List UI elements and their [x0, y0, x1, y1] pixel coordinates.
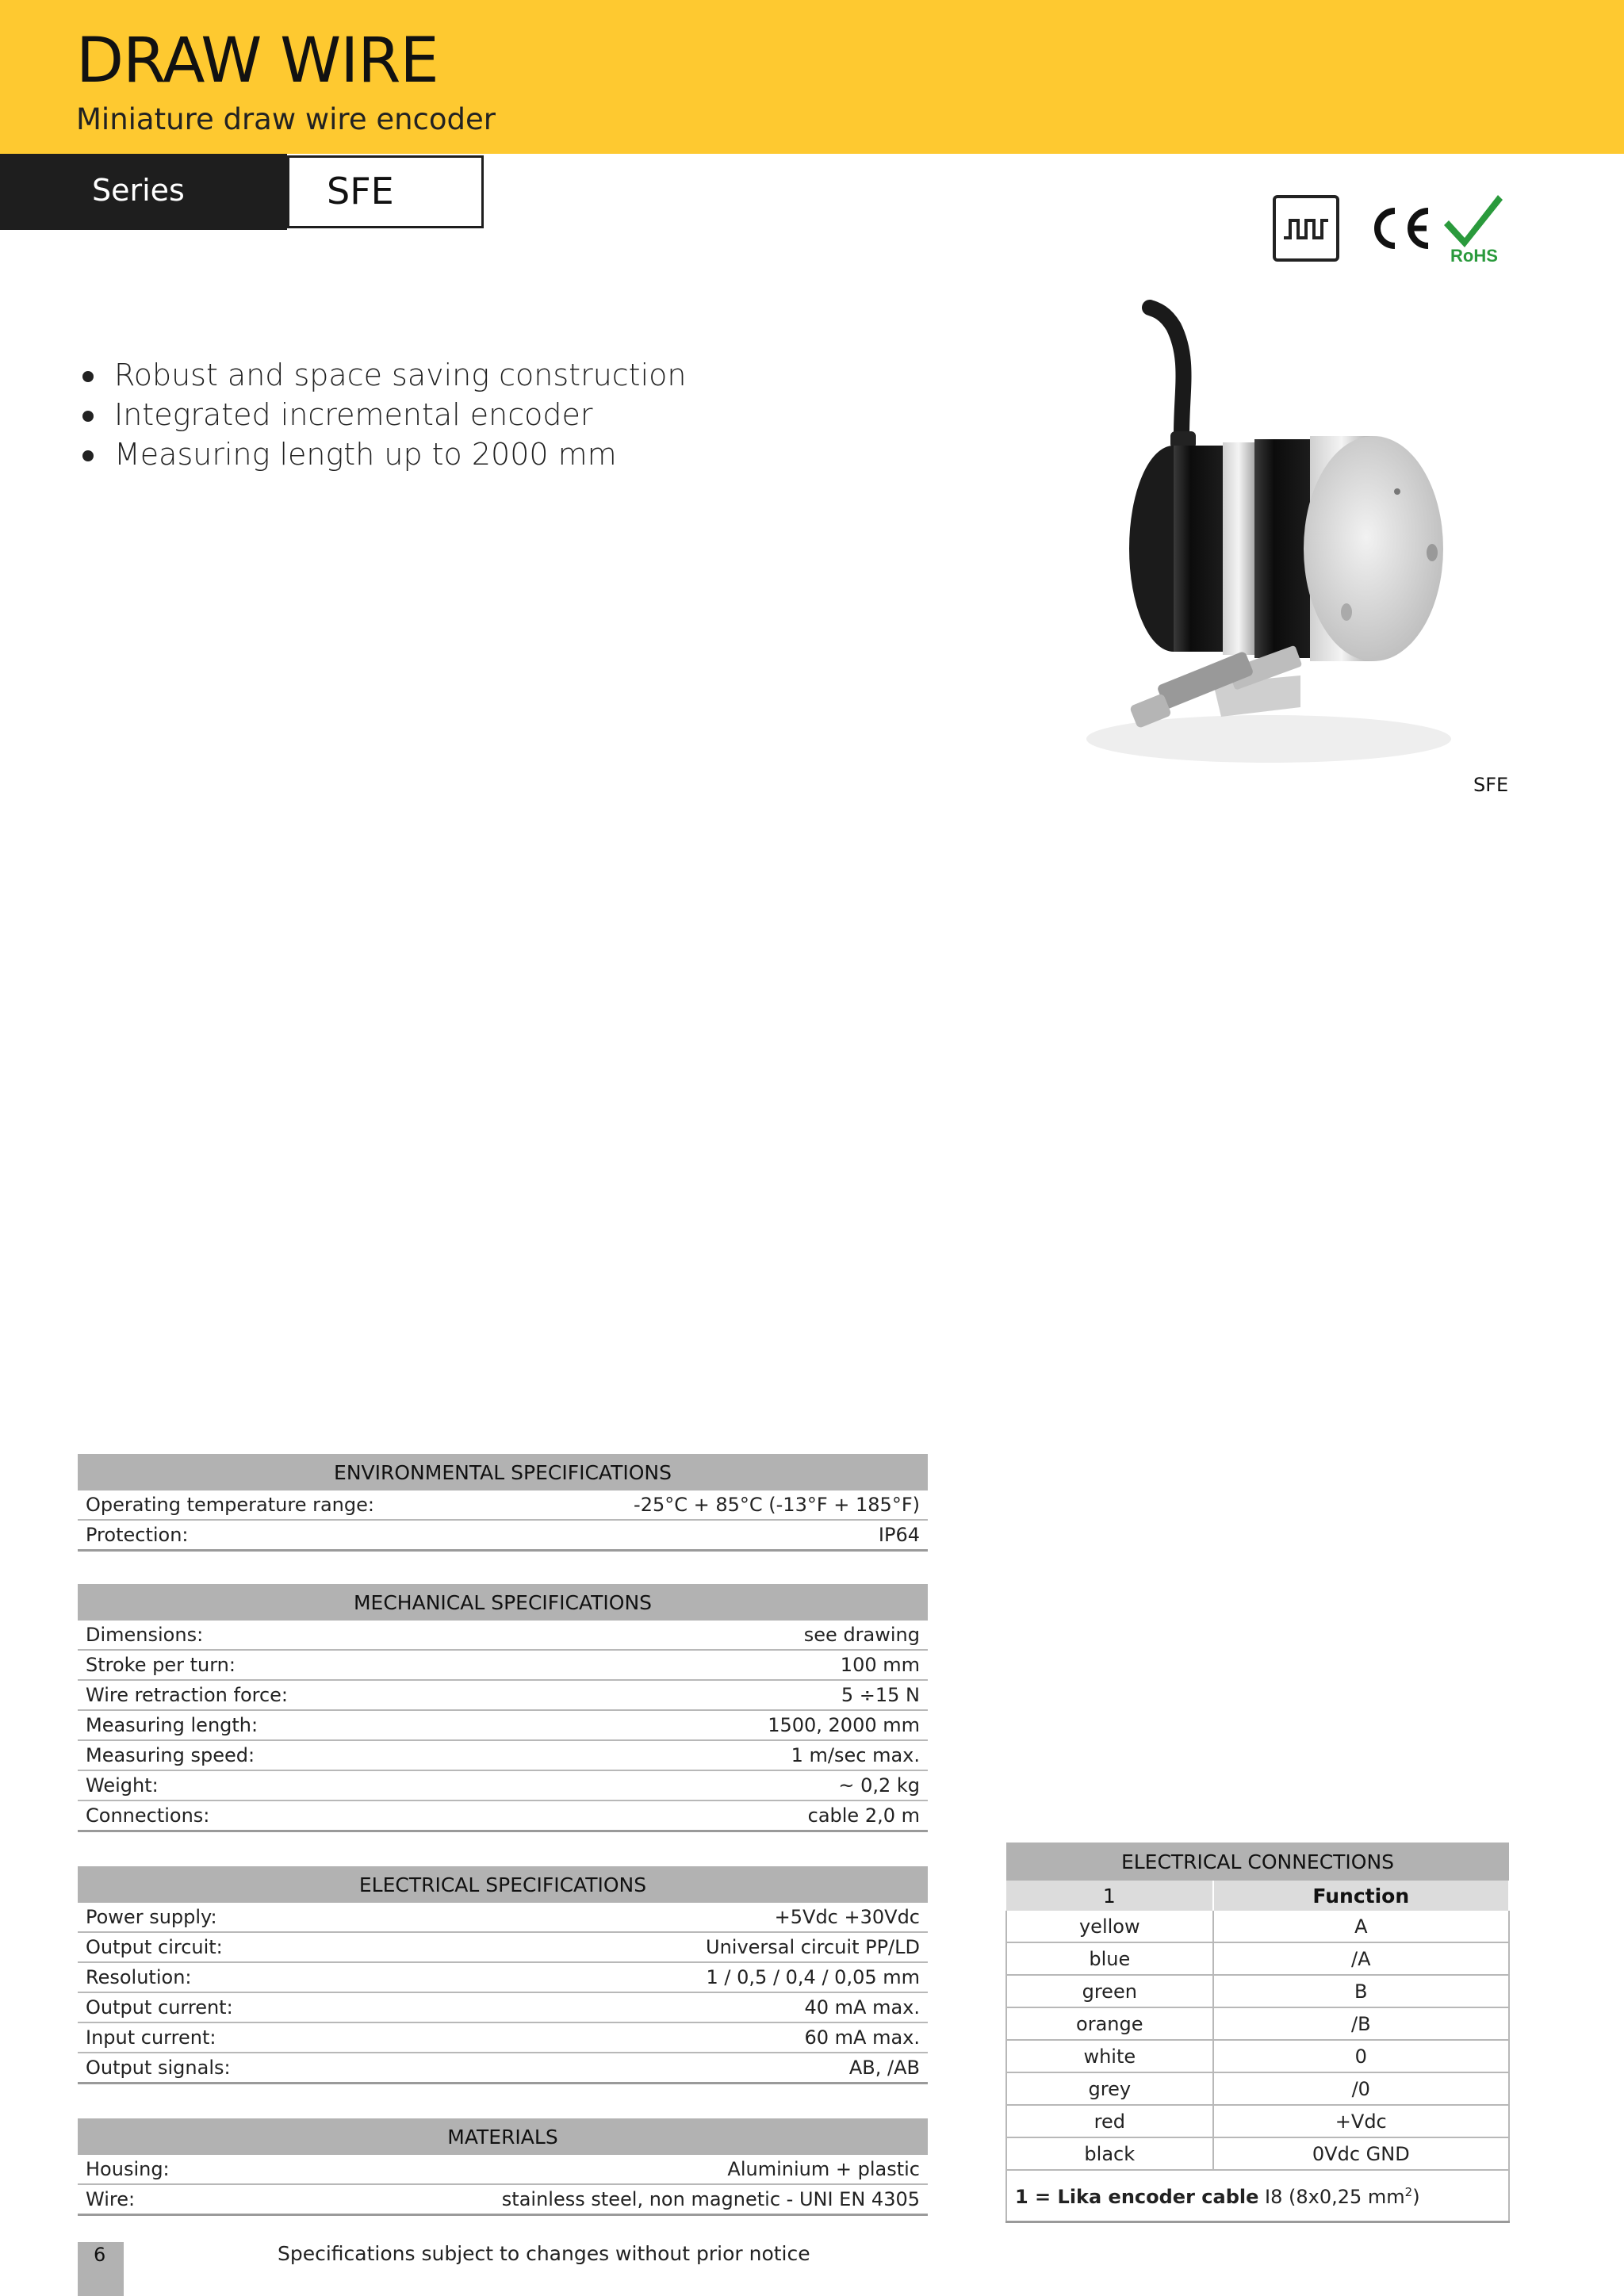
spec-label: Output current: [78, 1992, 431, 2022]
wire-color: black [1006, 2137, 1213, 2170]
spec-value: cable 2,0 m [558, 1800, 928, 1831]
spec-value: AB, /AB [431, 2053, 928, 2084]
spec-label: Stroke per turn: [78, 1650, 558, 1680]
wire-function: 0 [1213, 2040, 1509, 2072]
feature-item: Robust and space saving construction [79, 355, 686, 395]
wire-function: +Vdc [1213, 2105, 1509, 2137]
table-row [78, 1710, 928, 1740]
spec-value: 1 / 0,5 / 0,4 / 0,05 mm [431, 1962, 928, 1992]
environmental-spec-table [78, 1454, 928, 1552]
table-row [78, 1520, 928, 1551]
feature-item: Integrated incremental encoder [79, 395, 686, 434]
table-row [78, 1992, 928, 2022]
square-wave-icon [1273, 195, 1339, 262]
table-row [78, 1680, 928, 1710]
spec-label: Wire retraction force: [78, 1680, 558, 1710]
table-row [1006, 1942, 1509, 1975]
feature-list [79, 355, 686, 474]
series-value: SFE [327, 170, 394, 212]
wire-color: red [1006, 2105, 1213, 2137]
spec-label: Dimensions: [78, 1621, 558, 1650]
spec-value: IP64 [504, 1520, 928, 1551]
table-title: MATERIALS [78, 2118, 928, 2155]
electrical-connections-table [1005, 1843, 1510, 2223]
wire-function: /0 [1213, 2072, 1509, 2105]
spec-label: Measuring length: [78, 1710, 558, 1740]
table-row [78, 2184, 928, 2215]
spec-label: Weight: [78, 1770, 558, 1800]
table-row [1006, 2007, 1509, 2040]
wire-color: yellow [1006, 1911, 1213, 1942]
table-row [78, 1621, 928, 1650]
spec-label: Wire: [78, 2184, 236, 2215]
page-subtitle: Miniature draw wire encoder [76, 102, 496, 136]
wire-function: A [1213, 1911, 1509, 1942]
table-row [78, 1490, 928, 1520]
wire-color: orange [1006, 2007, 1213, 2040]
ce-mark-icon [1366, 195, 1436, 262]
wire-color: blue [1006, 1942, 1213, 1975]
spec-value: see drawing [558, 1621, 928, 1650]
cable-note-sup: 2 [1404, 2185, 1413, 2199]
table-row [1006, 2072, 1509, 2105]
spec-label: Output circuit: [78, 1932, 431, 1962]
page-title: DRAW WIRE [76, 25, 439, 97]
table-row [78, 1962, 928, 1992]
spec-label: Protection: [78, 1520, 504, 1551]
table-row [78, 2053, 928, 2084]
footer-note: Specifications subject to changes without prior notice [278, 2242, 810, 2265]
series-label: Series [92, 173, 185, 208]
materials-spec-table [78, 2118, 928, 2216]
spec-label: Output signals: [78, 2053, 431, 2084]
spec-value: stainless steel, non magnetic - UNI EN 4305 [236, 2184, 928, 2215]
wire-function: /B [1213, 2007, 1509, 2040]
table-row [78, 1903, 928, 1932]
table-row [78, 1800, 928, 1831]
table-row [78, 1770, 928, 1800]
table-row [78, 2022, 928, 2053]
spec-label: Resolution: [78, 1962, 431, 1992]
table-row [1006, 2040, 1509, 2072]
table-row [1006, 2137, 1509, 2170]
spec-label: Power supply: [78, 1903, 431, 1932]
spec-label: Operating temperature range: [78, 1490, 504, 1520]
wire-function: B [1213, 1975, 1509, 2007]
cable-note-suffix: I8 (8x0,25 mm [1265, 2186, 1405, 2208]
table-title: ELECTRICAL SPECIFICATIONS [78, 1866, 928, 1903]
wire-function: /A [1213, 1942, 1509, 1975]
table-row [78, 1740, 928, 1770]
column-header-function: Function [1213, 1881, 1509, 1911]
spec-value: Universal circuit PP/LD [431, 1932, 928, 1962]
spec-value: 1 m/sec max. [558, 1740, 928, 1770]
table-row [1006, 1975, 1509, 2007]
spec-value: +5Vdc +30Vdc [431, 1903, 928, 1932]
rohs-icon [1441, 190, 1507, 266]
cable-note [1006, 2170, 1509, 2222]
electrical-spec-table [78, 1866, 928, 2084]
table-row [1006, 1911, 1509, 1942]
table-title: ELECTRICAL CONNECTIONS [1006, 1843, 1509, 1881]
spec-value: -25°C + 85°C (-13°F + 185°F) [504, 1490, 928, 1520]
spec-label: Input current: [78, 2022, 431, 2053]
cable-note-end: ) [1412, 2186, 1420, 2208]
spec-label: Connections: [78, 1800, 558, 1831]
table-title: ENVIRONMENTAL SPECIFICATIONS [78, 1454, 928, 1490]
table-title: MECHANICAL SPECIFICATIONS [78, 1584, 928, 1621]
spec-value: 40 mA max. [431, 1992, 928, 2022]
spec-label: Housing: [78, 2155, 236, 2184]
spec-value: ~ 0,2 kg [558, 1770, 928, 1800]
spec-label: Measuring speed: [78, 1740, 558, 1770]
product-photo [1063, 295, 1475, 771]
spec-value: Aluminium + plastic [236, 2155, 928, 2184]
rohs-text: RoHS [1450, 246, 1498, 266]
spec-value: 60 mA max. [431, 2022, 928, 2053]
feature-item: Measuring length up to 2000 mm [79, 434, 686, 474]
table-row [78, 1932, 928, 1962]
wire-color: white [1006, 2040, 1213, 2072]
spec-value: 5 ÷15 N [558, 1680, 928, 1710]
cable-note-prefix: 1 = Lika encoder cable [1015, 2186, 1259, 2208]
mechanical-spec-table [78, 1584, 928, 1832]
wire-color: grey [1006, 2072, 1213, 2105]
table-row [1006, 2105, 1509, 2137]
photo-caption: SFE [1473, 774, 1509, 796]
table-row [78, 1650, 928, 1680]
spec-value: 100 mm [558, 1650, 928, 1680]
spec-value: 1500, 2000 mm [558, 1710, 928, 1740]
page-number: 6 [94, 2244, 106, 2266]
table-row [78, 2155, 928, 2184]
wire-color: green [1006, 1975, 1213, 2007]
wire-function: 0Vdc GND [1213, 2137, 1509, 2170]
column-header-cable: 1 [1006, 1881, 1213, 1911]
